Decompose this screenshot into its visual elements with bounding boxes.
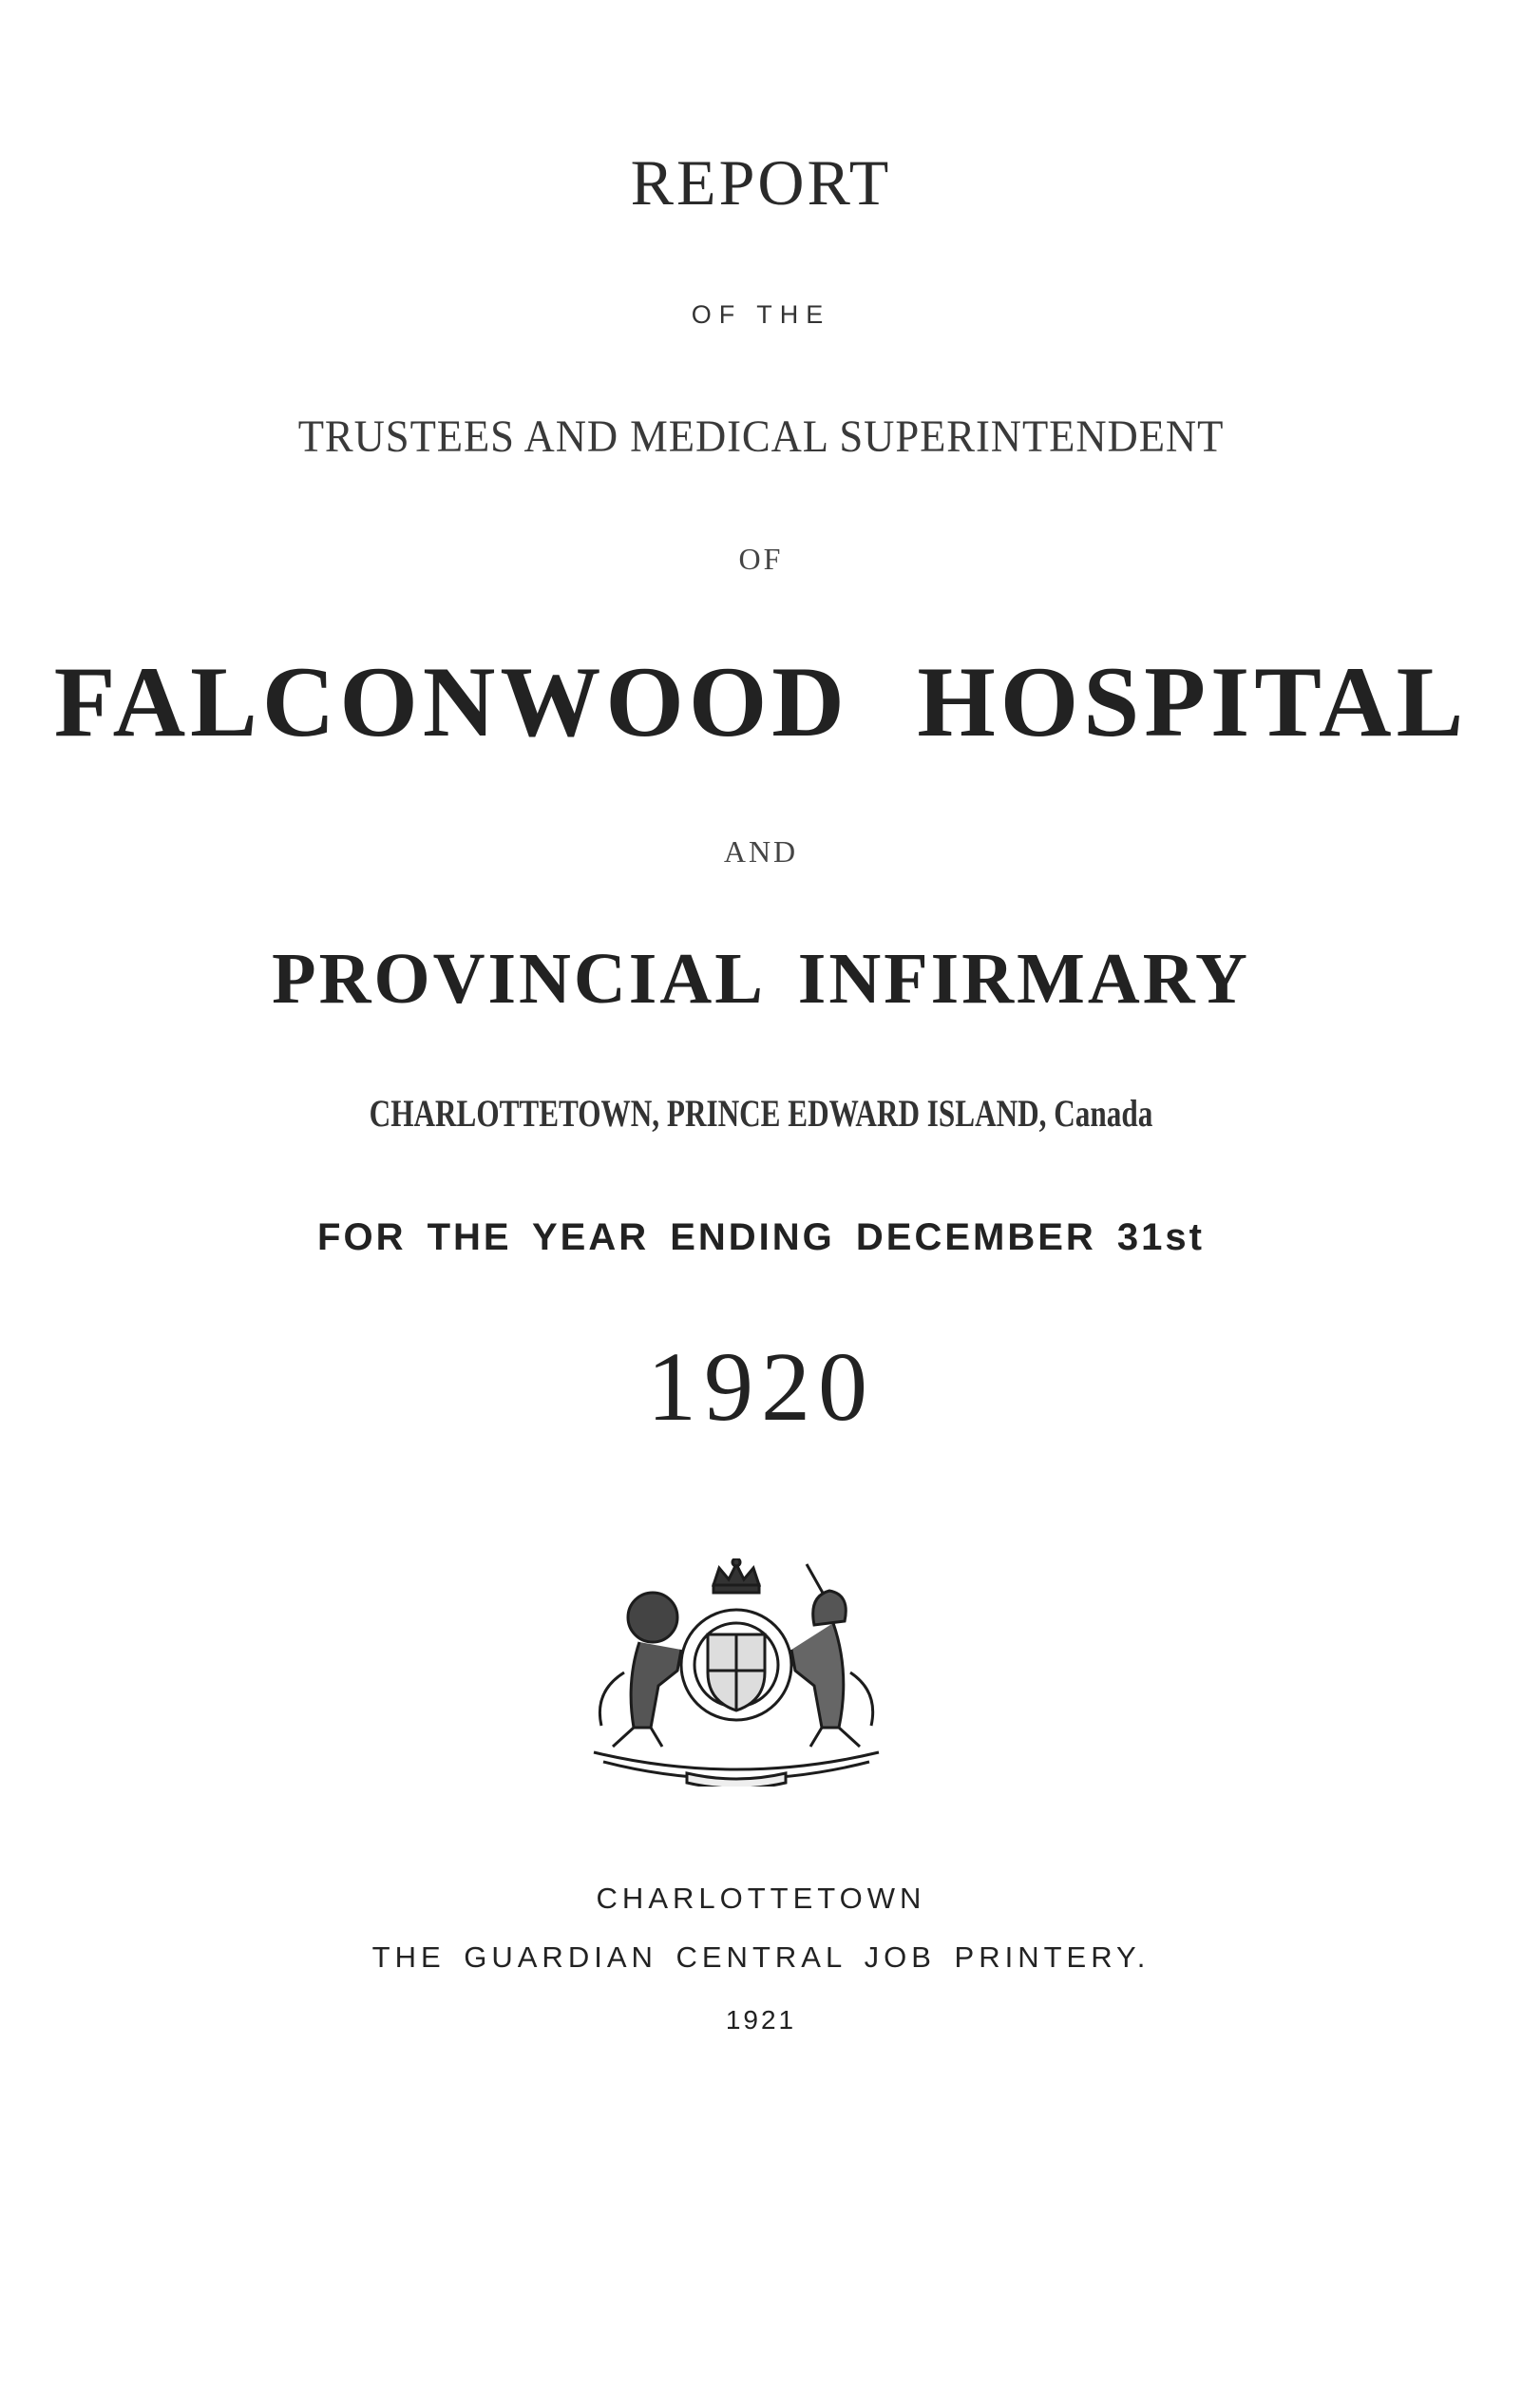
subtitle-trustees: TRUSTEES AND MEDICAL SUPERINTENDENT (297, 411, 1225, 462)
year-ending-line: FOR THE YEAR ENDING DECEMBER 31st (317, 1216, 1205, 1258)
institution-name-infirmary: PROVINCIAL INFIRMARY (272, 939, 1250, 1019)
report-year: 1920 (647, 1332, 875, 1442)
and-line: AND (723, 834, 799, 869)
imprint-year: 1921 (725, 2005, 797, 2035)
of-the-line: OF THE (691, 300, 831, 329)
location-line: CHARLOTTETOWN, PRINCE EDWARD ISLAND, Canada (369, 1092, 1153, 1135)
institution-name-hospital: FALCONWOOD HOSPITAL (53, 646, 1469, 757)
imprint-city: CHARLOTTETOWN (596, 1882, 926, 1915)
of-line: OF (738, 542, 784, 576)
royal-coat-of-arms-icon (575, 1558, 898, 1787)
imprint-printer: THE GUARDIAN CENTRAL JOB PRINTERY. (371, 1940, 1151, 1974)
report-heading: REPORT (630, 146, 892, 219)
